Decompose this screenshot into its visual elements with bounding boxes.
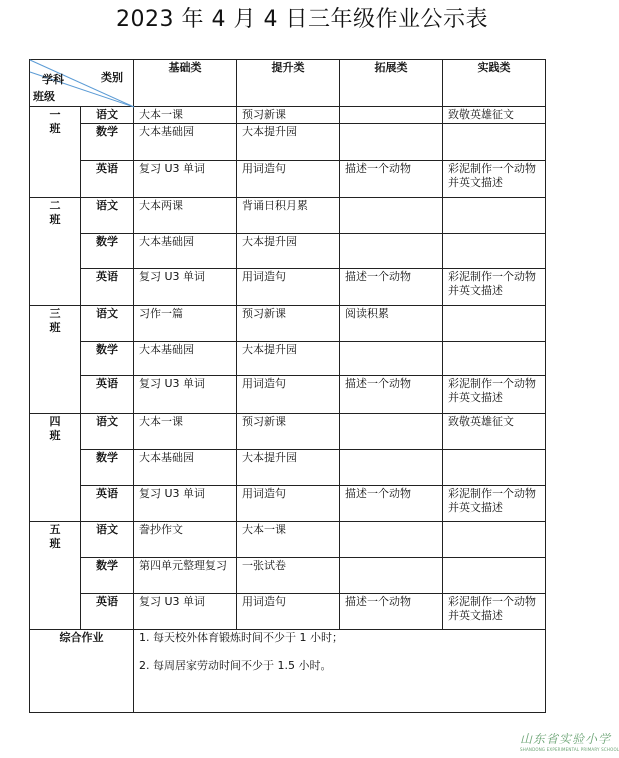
- class-name-line2: 班: [49, 321, 61, 334]
- comprehensive-row: [30, 630, 546, 713]
- subject-cell: 数学: [81, 342, 134, 376]
- class-name-line2: 班: [49, 537, 61, 550]
- table-row: [30, 306, 546, 342]
- task-cell-practice: [443, 558, 546, 594]
- task-cell-practice: 致敬英雄征文: [443, 107, 546, 124]
- table-row: [30, 234, 546, 269]
- task-cell-basic: 大本一课: [134, 414, 237, 450]
- task-cell-basic: 大本基础园: [134, 234, 237, 269]
- subject-cell: 语文: [81, 306, 134, 342]
- task-cell-extended: [340, 522, 443, 558]
- header-row: [30, 60, 546, 107]
- task-cell-advanced: 用词造句: [237, 486, 340, 522]
- task-cell-advanced: 背诵日积月累: [237, 198, 340, 234]
- task-cell-extended: [340, 342, 443, 376]
- comprehensive-item: 2. 每周居家劳动时间不少于 1.5 小时。: [139, 659, 332, 672]
- task-cell-basic: 大本两课: [134, 198, 237, 234]
- subject-cell: 数学: [81, 558, 134, 594]
- task-cell-practice: [443, 306, 546, 342]
- task-cell-practice: [443, 522, 546, 558]
- comprehensive-label: 综合作业: [30, 630, 134, 713]
- task-cell-basic: 习作一篇: [134, 306, 237, 342]
- task-cell-practice: 彩泥制作一个动物并英文描述: [443, 269, 546, 306]
- table-row: [30, 198, 546, 234]
- class-name-cell: [30, 107, 81, 198]
- comprehensive-item: 1. 每天校外体育锻炼时间不少于 1 小时；: [139, 631, 343, 644]
- school-logo: [520, 730, 619, 756]
- task-cell-extended: 描述一个动物: [340, 376, 443, 414]
- task-cell-extended: 描述一个动物: [340, 486, 443, 522]
- class-name-cell: [30, 306, 81, 414]
- table-row: [30, 269, 546, 306]
- subject-cell: 语文: [81, 414, 134, 450]
- class-name-line2: 班: [49, 429, 61, 442]
- task-cell-advanced: 大本提升园: [237, 450, 340, 486]
- subject-cell: 语文: [81, 198, 134, 234]
- task-cell-practice: [443, 342, 546, 376]
- task-cell-advanced: 大本提升园: [237, 342, 340, 376]
- task-cell-advanced: 用词造句: [237, 269, 340, 306]
- subject-cell: 英语: [81, 161, 134, 198]
- task-cell-extended: 描述一个动物: [340, 161, 443, 198]
- table-row: [30, 376, 546, 414]
- task-cell-basic: 复习 U3 单词: [134, 594, 237, 630]
- task-cell-basic: 大本一课: [134, 107, 237, 124]
- task-cell-practice: [443, 124, 546, 161]
- task-cell-practice: 彩泥制作一个动物并英文描述: [443, 486, 546, 522]
- task-cell-extended: 描述一个动物: [340, 594, 443, 630]
- table-row: [30, 450, 546, 486]
- task-cell-basic: 大本基础园: [134, 450, 237, 486]
- logo-name-zh: 山东省实验小学: [520, 732, 612, 746]
- task-cell-extended: [340, 558, 443, 594]
- task-cell-advanced: 预习新课: [237, 306, 340, 342]
- table-row: [30, 594, 546, 630]
- class-name-line1: 五: [49, 523, 61, 536]
- table-row: [30, 414, 546, 450]
- class-name-line1: 一: [49, 108, 61, 121]
- task-cell-basic: 复习 U3 单词: [134, 376, 237, 414]
- task-cell-basic: 大本基础园: [134, 124, 237, 161]
- subject-cell: 数学: [81, 234, 134, 269]
- column-header-practice: 实践类: [443, 60, 546, 107]
- corner-subject-label: 学科: [42, 73, 64, 86]
- task-cell-advanced: 一张试卷: [237, 558, 340, 594]
- task-cell-advanced: 大本提升园: [237, 234, 340, 269]
- column-header-extended: 拓展类: [340, 60, 443, 107]
- task-cell-advanced: 用词造句: [237, 594, 340, 630]
- class-name-line2: 班: [49, 213, 61, 226]
- task-cell-extended: [340, 124, 443, 161]
- task-cell-extended: [340, 198, 443, 234]
- corner-cell: [30, 60, 134, 107]
- subject-cell: 语文: [81, 522, 134, 558]
- subject-cell: 英语: [81, 486, 134, 522]
- comprehensive-notes: [134, 630, 546, 713]
- homework-table: [29, 59, 546, 713]
- task-cell-advanced: 预习新课: [237, 107, 340, 124]
- task-cell-basic: 大本基础园: [134, 342, 237, 376]
- task-cell-extended: [340, 107, 443, 124]
- subject-cell: 英语: [81, 594, 134, 630]
- table-row: [30, 522, 546, 558]
- subject-cell: 语文: [81, 107, 134, 124]
- task-cell-basic: 第四单元整理复习: [134, 558, 237, 594]
- task-cell-basic: 誊抄作文: [134, 522, 237, 558]
- task-cell-extended: [340, 414, 443, 450]
- corner-category-label: 类别: [101, 71, 123, 84]
- class-name-line1: 二: [49, 199, 61, 212]
- task-cell-advanced: 预习新课: [237, 414, 340, 450]
- table-row: [30, 486, 546, 522]
- task-cell-advanced: 大本提升园: [237, 124, 340, 161]
- task-cell-practice: 彩泥制作一个动物并英文描述: [443, 594, 546, 630]
- task-cell-basic: 复习 U3 单词: [134, 486, 237, 522]
- table-row: [30, 161, 546, 198]
- logo-name-en: SHANDONG EXPERIMENTAL PRIMARY SCHOOL: [520, 747, 619, 752]
- task-cell-practice: [443, 198, 546, 234]
- column-header-basic: 基础类: [134, 60, 237, 107]
- table-row: [30, 107, 546, 124]
- class-name-cell: [30, 198, 81, 306]
- class-name-line1: 四: [49, 415, 61, 428]
- table-row: [30, 124, 546, 161]
- class-name-cell: [30, 522, 81, 630]
- task-cell-practice: 彩泥制作一个动物并英文描述: [443, 376, 546, 414]
- task-cell-practice: 彩泥制作一个动物并英文描述: [443, 161, 546, 198]
- corner-class-label: 班级: [33, 90, 55, 103]
- task-cell-advanced: 用词造句: [237, 376, 340, 414]
- task-cell-extended: 描述一个动物: [340, 269, 443, 306]
- subject-cell: 英语: [81, 376, 134, 414]
- task-cell-advanced: 大本一课: [237, 522, 340, 558]
- task-cell-extended: [340, 234, 443, 269]
- class-name-line1: 三: [49, 307, 61, 320]
- task-cell-extended: [340, 450, 443, 486]
- task-cell-extended: 阅读积累: [340, 306, 443, 342]
- column-header-advanced: 提升类: [237, 60, 340, 107]
- task-cell-basic: 复习 U3 单词: [134, 269, 237, 306]
- table-row: [30, 342, 546, 376]
- class-name-cell: [30, 414, 81, 522]
- task-cell-basic: 复习 U3 单词: [134, 161, 237, 198]
- subject-cell: 数学: [81, 124, 134, 161]
- class-name-line2: 班: [49, 122, 61, 135]
- table-row: [30, 558, 546, 594]
- task-cell-practice: [443, 450, 546, 486]
- task-cell-advanced: 用词造句: [237, 161, 340, 198]
- page-title: 2023 年 4 月 4 日三年级作业公示表: [116, 7, 488, 32]
- task-cell-practice: 致敬英雄征文: [443, 414, 546, 450]
- subject-cell: 数学: [81, 450, 134, 486]
- subject-cell: 英语: [81, 269, 134, 306]
- task-cell-practice: [443, 234, 546, 269]
